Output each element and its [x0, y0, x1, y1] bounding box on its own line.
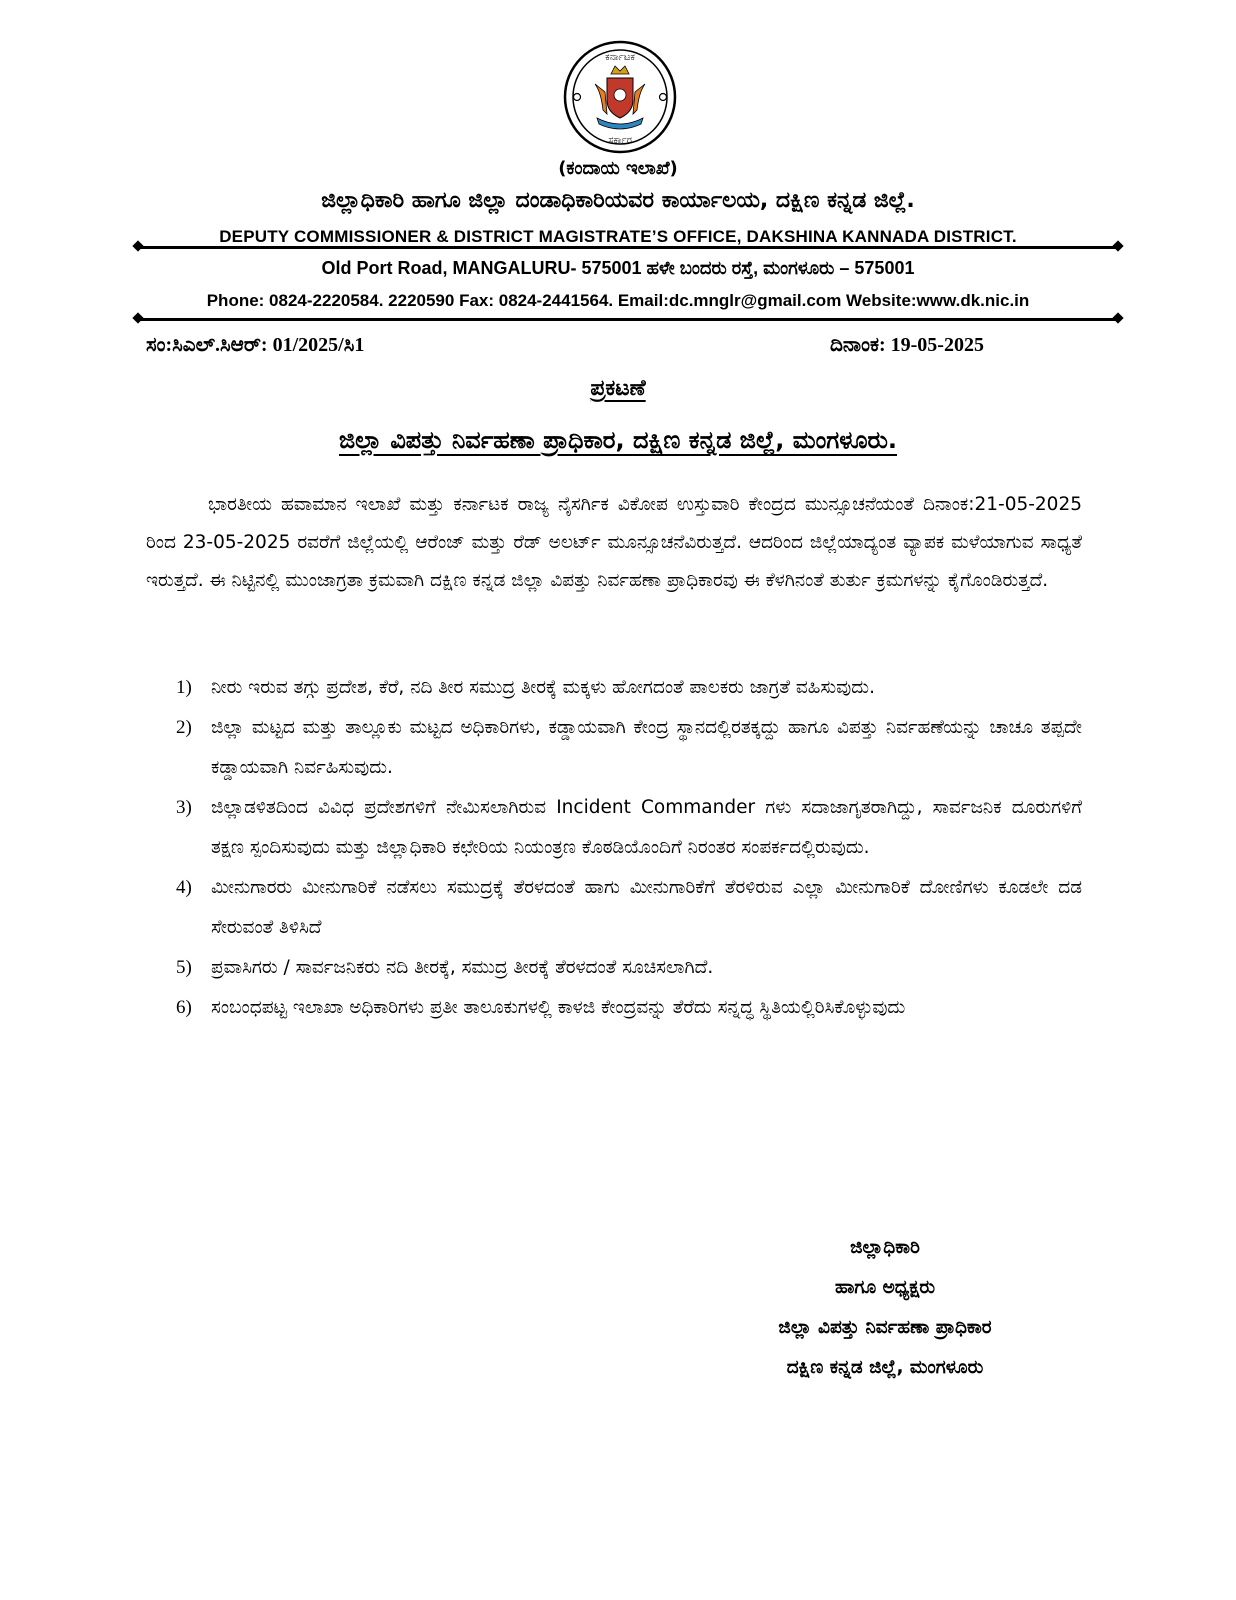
department-name: (ಕಂದಾಯ ಇಲಾಖೆ) [558, 158, 678, 179]
list-item-text: ಜಿಲ್ಲಾಡಳಿತದಿಂದ ವಿವಿಧ ಪ್ರದೇಶಗಳಿಗೆ ನೇಮಿಸಲಾಗಿರುವ Incident Commander ಗಳು ಸದಾಜಾಗೃತರಾಗಿದ್ದು, ಸಾರ್ವಜನಿಕ ದೂರುಗಳಿಗೆ ತಕ್ಷಣ ಸ್ಪಂದಿಸುವುದು ಮತ್ತು ಜಿಲ್ಲಾಧಿಕಾರಿ ಕಛೇರಿಯ ನಿಯಂತ್ರಣ ಕೊಠಡಿಯೊಂದಿಗೆ ನಿರಂತರ ಸಂಪರ್ಕದಲ್ಲಿರುವುದು. [211, 797, 1082, 858]
list-item-number: 6) [176, 997, 192, 1018]
signature-line-2: ಹಾಗೂ ಅಧ್ಯಕ್ಷರು [835, 1277, 935, 1298]
list-item-text: ಮೀನುಗಾರರು ಮೀನುಗಾರಿಕೆ ನಡೆಸಲು ಸಮುದ್ರಕ್ಕೆ ತೆರಳದಂತೆ ಹಾಗು ಮೀನುಗಾರಿಕೆಗೆ ತೆರಳಿರುವ ಎಲ್ಲಾ ಮೀನುಗಾರಿಕೆ ದೋಣಿಗಳು ಕೂಡಲೇ ದಡ ಸೇರುವಂತೆ ತಿಳಿಸಿದೆ [211, 877, 1082, 938]
list-item-number: 5) [176, 957, 192, 978]
office-contact: Phone: 0824-2220584. 2220590 Fax: 0824-2441564. Email:dc.mnglr@gmail.com Website:www.dk.nic.in [206, 291, 1030, 310]
list-item [176, 788, 1082, 868]
reference-number: ಸಂ:ಸಿಎಲ್.ಸಿಆರ್: 01/2025/ಸಿ1 [146, 334, 365, 356]
action-list [176, 668, 1082, 1028]
list-item-number: 4) [176, 877, 192, 898]
list-item [176, 868, 1082, 948]
signature-line-4: ದಕ್ಷಿಣ ಕನ್ನಡ ಜಿಲ್ಲೆ, ಮಂಗಳೂರು [786, 1357, 984, 1378]
signature-line-3: ಜಿಲ್ಲಾ ವಿಪತ್ತು ನಿರ್ವಹಣಾ ಪ್ರಾಧಿಕಾರ [778, 1317, 992, 1338]
header-divider-top [138, 246, 1118, 249]
office-title-english: DEPUTY COMMISSIONER & DISTRICT MAGISTRATE’S OFFICE, DAKSHINA KANNADA DISTRICT. [219, 227, 1017, 246]
list-item-text: ನೀರು ಇರುವ ತಗ್ಗು ಪ್ರದೇಶ, ಕೆರೆ, ನದಿ ತೀರ ಸಮುದ್ರ ತೀರಕ್ಕೆ ಮಕ್ಕಳು ಹೋಗದಂತೆ ಪಾಲಕರು ಜಾಗ್ರತೆ ವಹಿಸುವುದು. [211, 677, 875, 698]
list-item-number: 1) [176, 677, 192, 698]
list-item-number: 2) [176, 717, 192, 738]
list-item [176, 708, 1082, 788]
header-divider-bottom [138, 318, 1118, 321]
authority-title [0, 426, 1236, 454]
list-item [176, 668, 1082, 708]
signature-line-1: ಜಿಲ್ಲಾಧಿಕಾರಿ [850, 1237, 920, 1258]
notice-heading [0, 376, 1236, 401]
karnataka-emblem-icon [563, 40, 677, 154]
emblem-top-text: ಕರ್ನಾಟಕ [605, 52, 635, 63]
office-address: Old Port Road, MANGALURU- 575001 ಹಳೇ ಬಂದರು ರಸ್ತೆ, ಮಂಗಳೂರು – 575001 [321, 258, 915, 278]
list-item [176, 948, 1082, 988]
list-item [176, 988, 1082, 1028]
notice-body: ಭಾರತೀಯ ಹವಾಮಾನ ಇಲಾಖೆ ಮತ್ತು ಕರ್ನಾಟಕ ರಾಜ್ಯ ನೈಸರ್ಗಿಕ ವಿಕೋಪ ಉಸ್ತುವಾರಿ ಕೇಂದ್ರದ ಮುನ್ಸೂಚನೆಯಂತೆ ದಿನಾಂಕ:21-05-2025 ರಿಂದ 23-05-2025 ರವರೆಗೆ ಜಿಲ್ಲೆಯಲ್ಲಿ ಆರೆಂಜ್ ಮತ್ತು ರೆಡ್ ಅಲರ್ಟ್ ಮೂನ್ಸೂಚನೆವಿರುತ್ತದೆ. ಆದರಿಂದ ಜಿಲ್ಲೆಯಾದ್ಯಂತ ವ್ಯಾಪಕ ಮಳೆಯಾಗುವ ಸಾಧ್ಯತೆ ಇರುತ್ತದೆ. ಈ ನಿಟ್ಟಿನಲ್ಲಿ ಮುಂಜಾಗ್ರತಾ ಕ್ರಮವಾಗಿ ದಕ್ಷಿಣ ಕನ್ನಡ ಜಿಲ್ಲಾ ವಿಪತ್ತು ನಿರ್ವಹಣಾ ಪ್ರಾಧಿಕಾರವು ಈ ಕೆಳಗಿನಂತೆ ತುರ್ತು ಕ್ರಮಗಳನ್ನು ಕೈಗೊಂಡಿರುತ್ತದೆ. [146, 494, 1082, 591]
notice-heading-text: ಪ್ರಕಟಣೆ [590, 376, 646, 401]
emblem-bottom-text: ಸರ್ಕಾರ [608, 135, 632, 146]
list-item-text: ಸಂಬಂಧಪಟ್ಟ ಇಲಾಖಾ ಅಧಿಕಾರಿಗಳು ಪ್ರತೀ ತಾಲೂಕುಗಳಲ್ಲಿ ಕಾಳಜಿ ಕೇಂದ್ರವನ್ನು ತೆರೆದು ಸನ್ನದ್ಧ ಸ್ಥಿತಿಯಲ್ಲಿರಿಸಿಕೊಳ್ಳುವುದು [211, 997, 906, 1018]
notice-date: ದಿನಾಂಕ: 19-05-2025 [830, 334, 984, 356]
list-item-number: 3) [176, 797, 192, 818]
office-title-kannada: ಜಿಲ್ಲಾಧಿಕಾರಿ ಹಾಗೂ ಜಿಲ್ಲಾ ದಂಡಾಧಿಕಾರಿಯವರ ಕಾರ್ಯಾಲಯ, ದಕ್ಷಿಣ ಕನ್ನಡ ಜಿಲ್ಲೆ. [321, 188, 915, 213]
list-item-text: ಪ್ರವಾಸಿಗರು / ಸಾರ್ವಜನಿಕರು ನದಿ ತೀರಕ್ಕೆ, ಸಮುದ್ರ ತೀರಕ್ಕೆ ತೆರಳದಂತೆ ಸೂಚಿಸಲಾಗಿದೆ. [211, 957, 714, 978]
authority-title-text: ಜಿಲ್ಲಾ ವಿಪತ್ತು ನಿರ್ವಹಣಾ ಪ್ರಾಧಿಕಾರ, ದಕ್ಷಿಣ ಕನ್ನಡ ಜಿಲ್ಲೆ, ಮಂಗಳೂರು. [338, 426, 898, 454]
list-item-text: ಜಿಲ್ಲಾ ಮಟ್ಟದ ಮತ್ತು ತಾಲ್ಲೂಕು ಮಟ್ಟದ ಅಧಿಕಾರಿಗಳು, ಕಡ್ಡಾಯವಾಗಿ ಕೇಂದ್ರ ಸ್ಥಾನದಲ್ಲಿರತಕ್ಕದ್ದು ಹಾಗೂ ವಿಪತ್ತು ನಿರ್ವಹಣೆಯನ್ನು ಚಾಚೂ ತಪ್ಪದೇ ಕಡ್ಡಾಯವಾಗಿ ನಿರ್ವಹಿಸುವುದು. [211, 717, 1082, 778]
